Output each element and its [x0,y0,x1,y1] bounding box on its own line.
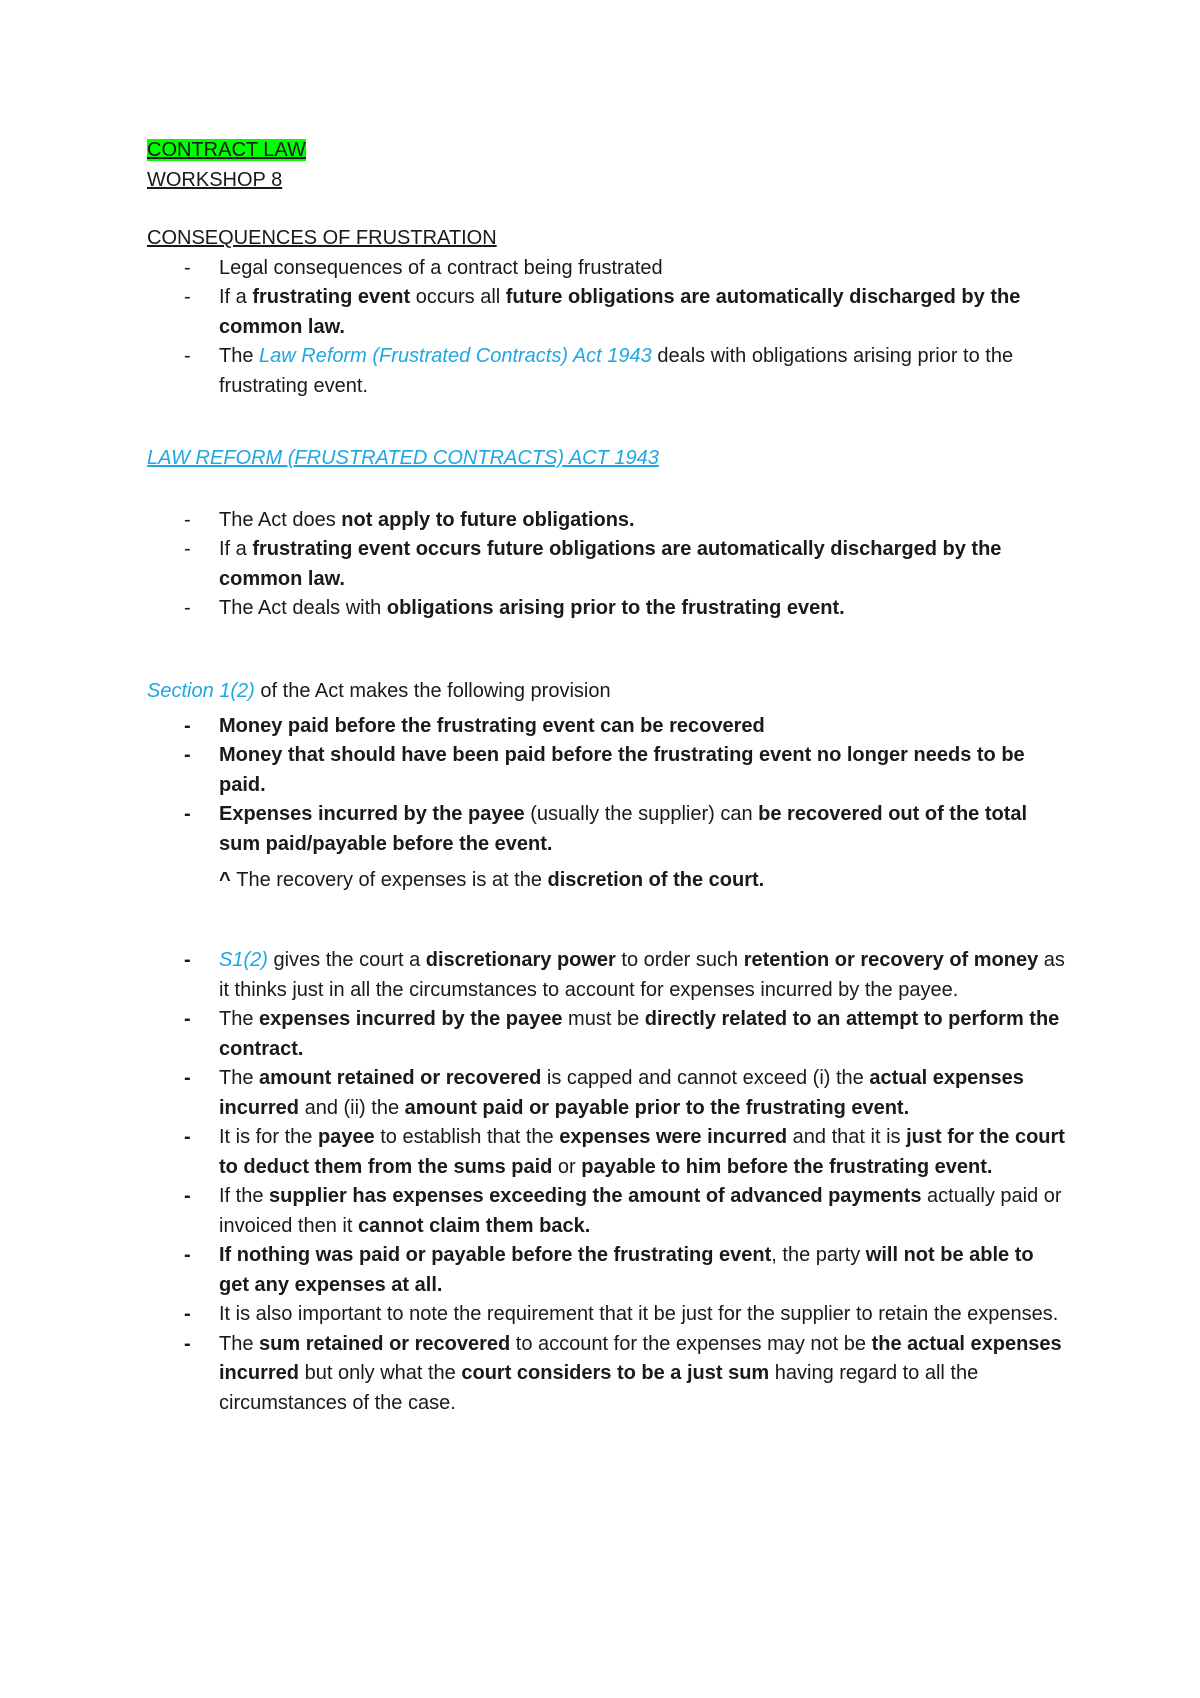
reference-text: S1(2) [219,949,268,971]
text: having regard to all the circumstances of the case. [219,1362,979,1414]
text: The [219,345,260,367]
text: The [219,1332,260,1355]
text: The [219,1008,260,1030]
bullet-dash: - [184,744,191,766]
bullet-dash: - [184,1303,191,1325]
bold-text: frustrating event [252,286,411,308]
list-item [147,741,1067,800]
bullet-dash: - [184,1244,191,1266]
bold-text: future obligations are automatically discharged by the common law. [219,286,1021,338]
text: It is also important to note the requirement that it be just for the supplier to retain the expenses. [219,1303,1059,1325]
section-note [147,866,1067,896]
bold-text: just for the court to deduct them from the sums paid [219,1126,1065,1178]
bold-text: supplier has expenses exceeding the amount of advanced payments [269,1185,922,1207]
list-item [147,1330,1067,1419]
text: occurs all [410,286,506,308]
bold-text: payee [317,1126,375,1148]
text: or [552,1155,582,1178]
text: If the [219,1185,270,1207]
bold-text: Money paid before the frustrating event can be recovered [219,714,765,737]
bullet-dash: - [184,714,191,737]
text: The Act deals with [219,597,387,619]
bullet-dash: - [184,1008,191,1030]
section-intro [147,677,1067,707]
bold-text: If nothing was paid or payable before the frustrating event [219,1244,772,1266]
text: Legal consequences of a contract being frustrated [219,256,663,279]
list-item [147,1241,1067,1300]
bullet-dash: - [184,1126,191,1148]
bullet-dash: - [184,286,191,308]
text: The recovery of expenses is at the [236,869,548,891]
s12-section [147,946,1067,1418]
bold-text: discretionary power [425,949,616,971]
list-item [147,594,1067,624]
text: and (ii) the [299,1096,405,1119]
list-item [147,1123,1067,1182]
list-item [147,283,1067,342]
bold-text: ^ [219,869,237,891]
consequences-list [147,254,1067,402]
bold-text: cannot claim them back. [357,1214,591,1237]
document-title: CONTRACT LAW [147,139,306,161]
bold-text: court considers to be a just sum [461,1362,770,1384]
list-item [147,506,1067,536]
text: to order such [615,949,744,971]
act-list [147,506,1067,624]
bold-text: amount paid or payable prior to the frustrating event. [404,1096,910,1119]
bold-text: amount retained or recovered [259,1067,542,1089]
text: deals with obligations arising prior to the frustrating event. [219,345,1014,397]
bullet-dash: - [184,1332,191,1355]
text: It is for the [219,1126,318,1148]
list-item [147,800,1067,859]
bold-text: will not be able to get any expenses at all. [219,1244,1034,1296]
bullet-dash: - [184,538,191,560]
bold-text: be recovered out of the total sum paid/payable before the event. [219,803,1028,855]
list-item [147,1300,1067,1330]
bold-text: Money that should have been paid before the frustrating event no longer needs to be paid. [219,744,1025,796]
text: as it thinks just in all the circumstances to account for expenses incurred by the payee. [219,949,1065,1001]
s12-list [147,946,1067,1418]
bold-text: expenses incurred by the payee [259,1008,563,1030]
bullet-dash: - [184,256,191,279]
section-1-2 [147,677,1067,896]
text: If a [219,538,253,560]
list-item [147,254,1067,284]
bullet-dash: - [184,803,191,825]
text: , the party [771,1244,866,1266]
document-subtitle: WORKSHOP 8 [147,168,283,191]
text: to establish that the [374,1126,560,1148]
bold-text: sum retained or recovered [259,1332,511,1355]
list-item [147,1005,1067,1064]
list-item [147,946,1067,1005]
text: and that it is [787,1126,907,1148]
text: (usually the supplier) can [524,803,759,825]
bold-text: obligations arising prior to the frustrating event. [386,597,845,619]
act-section [147,444,1067,624]
text: The [219,1067,260,1089]
list-item [147,535,1067,594]
text: gives the court a [267,949,426,971]
text: of the Act makes the following provision [254,680,611,702]
bold-text: discretion of the court. [547,869,765,891]
reference-text: Law Reform (Frustrated Contracts) Act 1943 [259,345,652,367]
text: but only what the [299,1362,462,1384]
section-provision-list [147,712,1067,860]
bold-text: frustrating event occurs future obligations are automatically discharged by the common law. [219,538,1002,590]
bullet-dash: - [184,597,191,619]
bullet-dash: - [184,1185,191,1207]
act-heading: LAW REFORM (FRUSTRATED CONTRACTS) ACT 1943 [147,447,659,469]
list-item [147,712,1067,742]
consequences-heading: CONSEQUENCES OF FRUSTRATION [147,227,497,249]
list-item [147,1182,1067,1241]
document-header [147,136,1067,195]
list-item [147,1064,1067,1123]
text: is capped and cannot exceed (i) the [541,1067,870,1089]
text: The Act does [219,508,342,531]
bold-text: not apply to future obligations. [341,508,635,531]
bold-text: actual expenses incurred [219,1067,1024,1119]
text: to account for the expenses may not be [510,1332,872,1355]
bullet-dash: - [184,1067,191,1089]
bullet-dash: - [184,345,191,367]
text: must be [562,1008,645,1030]
list-item [147,342,1067,401]
consequences-section [147,224,1067,401]
bold-text: directly related to an attempt to perform the contract. [219,1008,1060,1060]
reference-text: Section 1(2) [147,680,255,702]
bullet-dash: - [184,508,191,531]
bold-text: retention or recovery of money [743,949,1039,971]
text: actually paid or invoiced then it [219,1185,1062,1237]
bold-text: expenses were incurred [559,1126,788,1148]
bold-text: Expenses incurred by the payee [219,803,525,825]
bullet-dash: - [184,949,191,971]
bold-text: payable to him before the frustrating event. [581,1155,993,1178]
text: If a [219,286,253,308]
bold-text: the actual expenses incurred [219,1332,1062,1384]
